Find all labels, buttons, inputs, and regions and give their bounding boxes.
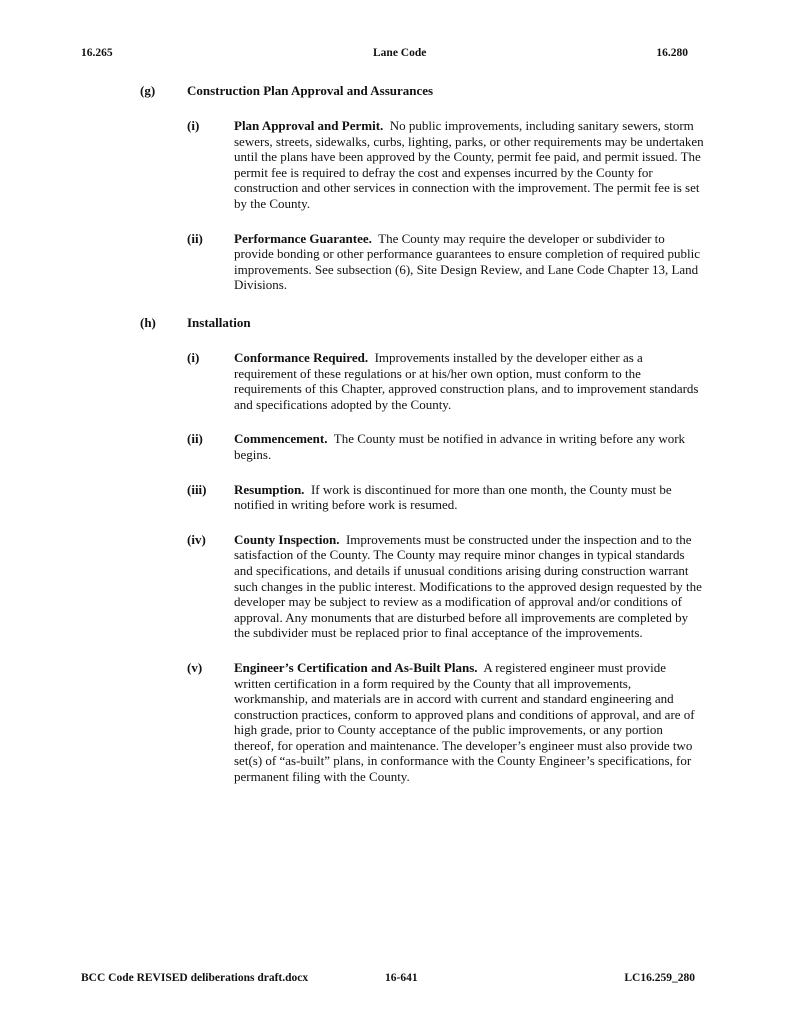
item-label: (iv)	[187, 531, 206, 547]
item-label: (ii)	[187, 431, 203, 447]
item-body	[234, 660, 706, 785]
section-g	[140, 83, 704, 293]
item-label: (ii)	[187, 230, 203, 246]
footer-reference: LC16.259_280	[624, 972, 695, 984]
item-text: If work is discontinued for more than one month, the County must be notified in writing before work is resumed.	[234, 481, 672, 513]
item-title: Plan Approval and Permit.	[234, 118, 384, 133]
item-title: County Inspection.	[234, 531, 340, 547]
header-section-end: 16.280	[656, 47, 688, 59]
section-h	[140, 315, 700, 785]
section-label: (h)	[140, 315, 156, 330]
item-text: The County may require the developer or subdivider to provide bonding or other performance guarantees to ensure completion of required public improvements. See subsection (6), Site Design Review, and Lane Code Chapter 13, Land Divisions.	[234, 230, 701, 293]
section-label: (g)	[140, 83, 156, 98]
subsection-item	[187, 231, 700, 293]
item-body	[234, 431, 706, 462]
section-title: Installation	[187, 315, 251, 330]
subsection-item	[187, 532, 700, 641]
item-body	[234, 482, 706, 513]
item-body	[234, 118, 706, 212]
item-title: Resumption.	[234, 481, 305, 497]
footer-page-number: 16-641	[385, 972, 418, 984]
item-text: No public improvements, including sanitary sewers, storm sewers, streets, sidewalks, curbs, lighting, parks, or other requirements may be undertaken until the plans have been approved by the County, permit fee paid, and permit issued. The permit fee is required to defray the cost and expenses incurred by the County for construction and other services in connection with the improvement. The permit fee is set by the County.	[234, 118, 704, 211]
footer-filename: BCC Code REVISED deliberations draft.docx	[81, 972, 309, 984]
subsection-item	[187, 350, 700, 412]
item-title: Conformance Required.	[234, 350, 369, 365]
item-body	[234, 532, 706, 641]
section-heading	[140, 315, 700, 331]
item-body	[234, 231, 706, 293]
subsection-item	[187, 660, 700, 785]
item-label: (iii)	[187, 481, 207, 497]
item-label: (v)	[187, 659, 203, 675]
item-title: Performance Guarantee.	[234, 230, 372, 246]
subsection-item	[187, 118, 704, 212]
item-text: Improvements must be constructed under the inspection and to the satisfaction of the County. The County may require minor changes in typical standards and specifications, and details if unusual conditions arising during construction warrant such changes in the public interest. Modifications to the approved design requested by the developer may be subject to review as a modification of approval and/or conditions of approval. Any monuments that are disturbed before all improvements are completed by the subdivider must be replaced prior to final acceptance of the improvements.	[234, 531, 702, 641]
section-heading	[140, 83, 700, 99]
subsection-item	[187, 431, 700, 462]
subsection-item	[187, 482, 700, 513]
item-text: A registered engineer must provide written certification in a form required by the County that all improvements, workmanship, and materials are in accord with current and standard engineering and construction practices, conform to approved plans and conditions of approval, and are of high grade, prior to County acceptance of the public improvements, or any portion thereof, for operation and maintenance. The developer’s engineer must also provide two set(s) of “as-built” plans, in conformance with the County Engineer’s specifications, for permanent filing with the County.	[234, 659, 695, 785]
item-label: (i)	[187, 350, 200, 365]
section-title: Construction Plan Approval and Assurances	[187, 83, 434, 98]
header-section-start: 16.265	[81, 47, 113, 59]
item-text: Improvements installed by the developer either as a requirement of these regulations or at his/her own option, must conform to the requirements of this Chapter, approved construction plans, and to improvement standards and specifications adopted by the County.	[234, 350, 699, 412]
item-label: (i)	[187, 118, 200, 133]
header-title: Lane Code	[373, 47, 427, 59]
item-title: Commencement.	[234, 431, 328, 447]
item-body	[234, 350, 706, 412]
item-text: The County must be notified in advance in writing before any work begins.	[234, 431, 686, 462]
item-title: Engineer’s Certification and As-Built Plans.	[234, 659, 478, 675]
